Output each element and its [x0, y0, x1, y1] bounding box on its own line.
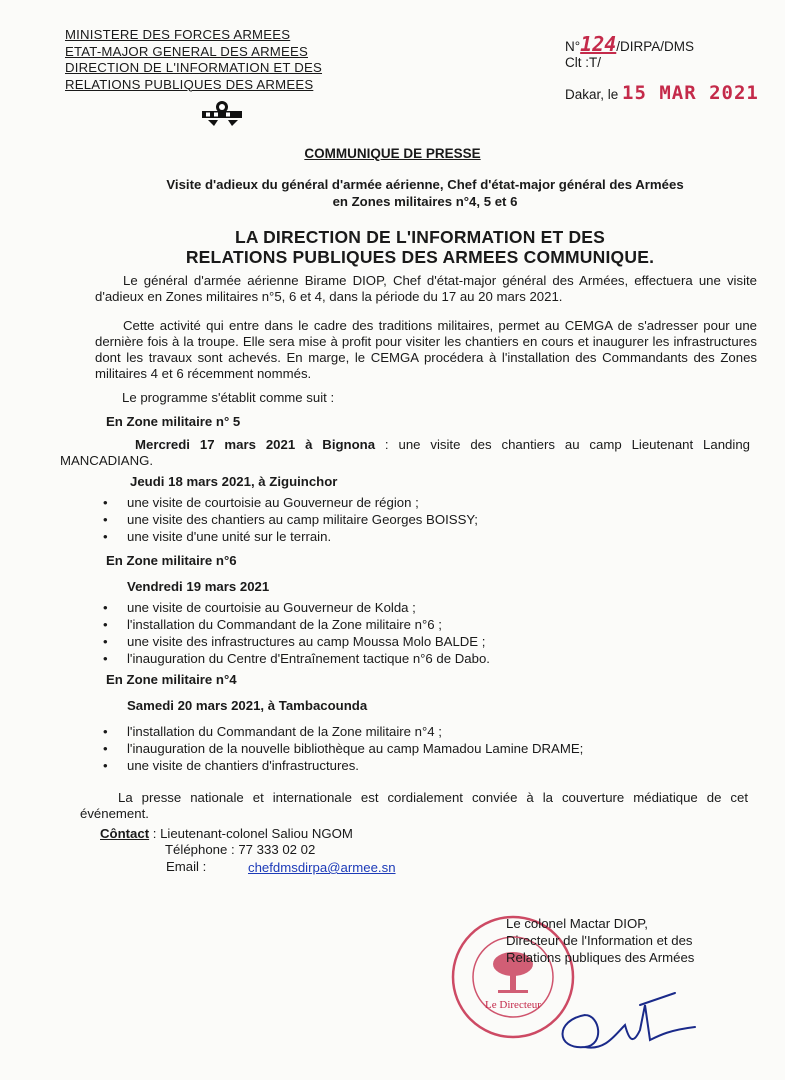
contact-email-link[interactable]: chefdmsdirpa@armee.sn [248, 860, 396, 875]
paragraph-3: La presse nationale et internationale est cordialement conviée à la couverture médiatique de cet événement. [80, 790, 748, 821]
ministry-line-1: MINISTERE DES FORCES ARMEES [65, 27, 291, 42]
subtitle-line-2: en Zones militaires n°4, 5 et 6 [332, 194, 518, 209]
list-item: • l'installation du Commandant de la Zone militaire n°6 ; [100, 616, 490, 633]
ministry-line-3: DIRECTION DE L'INFORMATION ET DES [65, 60, 323, 75]
main-title-line-2: RELATIONS PUBLIQUES DES ARMEES COMMUNIQUE. [185, 247, 655, 267]
army-emblem-icon [200, 98, 244, 128]
date-stamp: 15 MAR 2021 [622, 82, 759, 104]
ref-suffix: /DIRPA/DMS [616, 39, 695, 54]
stamp-text: Le Directeur [485, 999, 541, 1011]
zone4-day: Samedi 20 mars 2021, à Tambacounda [127, 698, 368, 713]
mercredi-day: Mercredi 17 mars 2021 à Bignona [135, 437, 376, 452]
list-item: • l'inauguration de la nouvelle bibliothèque au camp Mamadou Lamine DRAME; [100, 740, 583, 757]
mercredi-text: : une visite des chantiers au camp Lieutenant Landing MANCADIANG. [60, 437, 750, 468]
list-item: • une visite de courtoisie au Gouverneur de Kolda ; [100, 599, 490, 616]
list-item: • une visite de chantiers d'infrastructures. [100, 757, 583, 774]
communique-heading: COMMUNIQUE DE PRESSE [304, 146, 481, 161]
list-item: • une visite des chantiers au camp militaire Georges BOISSY; [100, 511, 478, 528]
main-title [110, 227, 730, 267]
zone4-heading: En Zone militaire n°4 [106, 672, 237, 687]
list-item: • l'inauguration du Centre d'Entraînement tactique n°6 de Dabo. [100, 650, 490, 667]
zone6-day: Vendredi 19 mars 2021 [127, 579, 270, 594]
zone6-list [100, 599, 490, 667]
zone5-list [100, 494, 478, 545]
zone5-jeudi: Jeudi 18 mars 2021, à Ziguinchor [130, 474, 338, 489]
contact-block [100, 825, 353, 842]
zone5-mercredi [60, 437, 750, 469]
list-item: • l'installation du Commandant de la Zone militaire n°4 ; [100, 723, 583, 740]
contact-email-label: Email : [166, 859, 207, 874]
contact-telephone: Téléphone : 77 333 02 02 [165, 842, 316, 857]
list-item: • une visite des infrastructures au camp Moussa Molo BALDE ; [100, 633, 490, 650]
programme-intro: Le programme s'établit comme suit : [122, 390, 335, 405]
list-item: • une visite d'une unité sur le terrain. [100, 528, 478, 545]
ministry-line-2: ETAT-MAJOR GENERAL DES ARMEES [65, 43, 308, 59]
handwritten-signature-icon [545, 985, 705, 1060]
place-date-prefix: Dakar, le [565, 87, 619, 102]
zone6-heading: En Zone militaire n°6 [106, 553, 237, 568]
clt-line: Clt :T/ [565, 55, 601, 70]
subtitle [110, 176, 740, 210]
place-date [565, 82, 759, 104]
contact-name: : Lieutenant-colonel Saliou NGOM [149, 826, 353, 841]
zone5-heading: En Zone militaire n° 5 [106, 414, 241, 429]
signer-line-1: Le colonel Mactar DIOP, [506, 916, 648, 931]
ministry-header [65, 27, 340, 93]
signer-line-3: Relations publiques des Armées [506, 950, 695, 965]
ministry-line-4: RELATIONS PUBLIQUES DES ARMEES [65, 76, 314, 92]
zone4-list [100, 723, 583, 774]
reference-number [565, 32, 695, 56]
signer-block [506, 915, 694, 966]
signer-line-2: Directeur de l'Information et des [506, 933, 693, 948]
contact-label: Côntact [100, 826, 150, 841]
reference-block [565, 32, 695, 71]
subtitle-line-1: Visite d'adieux du général d'armée aérienne, Chef d'état-major général des Armées [166, 177, 684, 192]
ref-prefix: N° [565, 39, 581, 54]
list-item: • une visite de courtoisie au Gouverneur de région ; [100, 494, 478, 511]
main-title-line-1: LA DIRECTION DE L'INFORMATION ET DES [234, 227, 606, 247]
paragraph-2: Cette activité qui entre dans le cadre des traditions militaires, permet au CEMGA de s'adresser pour une dernière fois à la troupe. Elle sera mise à profit pour visiter les chantiers en cours et inaugurer les infrastructures dont les travaux sont achevés. En marge, le CEMGA procédera à l'installation des Commandants des Zones militaires 4 et 6 récemment nommés. [95, 318, 757, 381]
paragraph-1: Le général d'armée aérienne Birame DIOP, Chef d'état-major général des Armées, effectuera une visite d'adieux en Zones militaires n°5, 6 et 4, dans la période du 17 au 20 mars 2021. [95, 273, 757, 304]
ref-number-handwritten: 124 [580, 32, 617, 56]
